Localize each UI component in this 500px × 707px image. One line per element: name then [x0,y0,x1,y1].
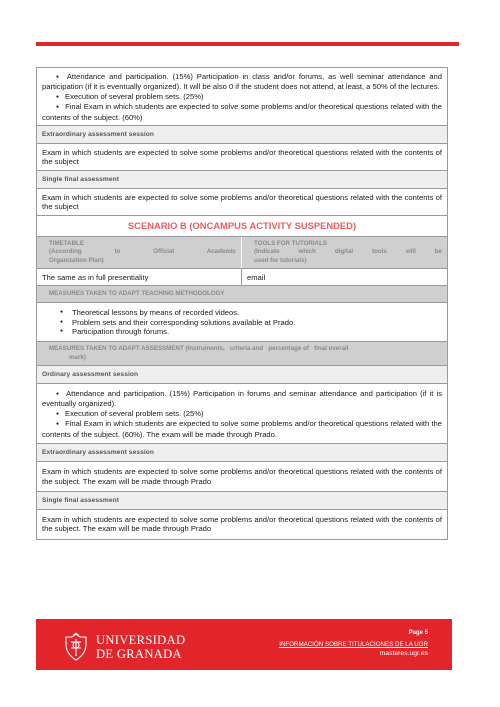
list-item: ● Execution of several problem sets. (25%) [42,92,442,102]
assessment-header-line2: mark) [69,354,86,362]
scenario-b-extraordinary-text: Exam in which students are expected to solve some problems and/or theoretical questions related with the contents of the subject. The exam will be made through Prado [37,462,447,492]
timetable-header-line2: (According to Official Academic [49,248,236,256]
timetable-header [37,237,242,268]
list-item: ● Problem sets and their corresponding solutions available at Prado. [42,318,442,327]
list-item: ● Attendance and participation. (15%) Participation in class and/or forums, as well seminar attendance and participation (if it is eventually organized). It will be also 0 if the student does not attend, at least, a 50% of the lectures. [42,72,442,92]
scenario-b-single-heading: Single final assessment [37,492,447,510]
scenario-b-extraordinary-heading: Extraordinary assessment session [37,444,447,462]
university-crest-icon [62,632,90,662]
list-item: ● Attendance and participation. (15%) Participation in forums and seminar attendance and participation (if it is eventually organized). [42,389,442,409]
list-item: ● Final Exam in which students are expected to solve some problems and/or theoretical questions related with the contents of the subject. (60%) [42,102,442,122]
timetable-header-line1: TIMETABLE [49,239,84,247]
scenario-b-ordinary-list [37,384,447,443]
scenario-a-ordinary-row [37,68,447,126]
scenario-b-single-text: Exam in which students are expected to solve some problems and/or theoretical questions related with the contents of the subject. The exam will be made through Prado [42,514,442,534]
methodology-list [37,303,447,341]
assessment-header-line1: MEASURES TAKEN TO ADAPT ASSESSMENT (Instruments, criteria and percentage of final overall [49,345,349,353]
methodology-row [37,303,447,342]
page-number: Page 5 [408,630,428,636]
scenario-a-extraordinary-text: Exam in which students are expected to solve some problems and/or theoretical questions related with the contents of the subject [37,144,447,171]
scenario-a-single-text: Exam in which students are expected to solve some problems and/or theoretical questions related with the contents of the subject [37,189,447,216]
website-link[interactable]: masteres.ugr.es [379,650,428,657]
tools-header [242,237,447,268]
list-item: ● Final Exam in which students are expected to solve some problems and/or theoretical questions related with the contents of the subject. (60%). The exam will be made through Prado. [42,419,442,439]
university-name-line1: UNIVERSIDAD [96,633,186,647]
methodology-header: MEASURES TAKEN TO ADAPT TEACHING METHODOLOGY [37,286,447,303]
university-name [96,634,185,661]
scenario-b-ordinary-heading: Ordinary assessment session [37,366,447,384]
timetable-value: The same as in full presentiality [37,269,242,285]
header-accent-bar [36,42,459,46]
scenario-b-title: SCENARIO B (ONCAMPUS ACTIVITY SUSPENDED) [37,216,447,237]
scenario-b-header-row [37,237,447,269]
scenario-b-ordinary-row [37,384,447,444]
scenario-a-ordinary-list [37,68,447,125]
scenario-a-single-heading: Single final assessment [37,171,447,189]
list-item: ● Participation through fórums. [42,327,442,336]
tools-value: email [247,273,266,283]
list-item: ● Theoretical lessons by means of recorded videos. [42,308,442,317]
timetable-header-line3: Organization Plan) [49,257,104,265]
info-link[interactable]: INFORMACIÓN SOBRE TITULACIONES DE LA UGR [279,641,428,648]
university-name-line2: DE GRANADA [96,646,182,661]
scenario-b-values-row [37,269,447,286]
tools-header-line2: (Indicate which digital tools will be [254,248,442,256]
list-item: ● Execution of several problem sets. (25%) [42,409,442,419]
scenario-a-extraordinary-heading: Extraordinary assessment session [37,126,447,144]
tools-header-line3: used for tutorials) [254,257,307,265]
tools-header-line1: TOOLS FOR TUTORIALS [254,239,327,247]
page-footer [36,619,452,670]
assessment-header [37,342,447,366]
guide-table [36,67,448,540]
